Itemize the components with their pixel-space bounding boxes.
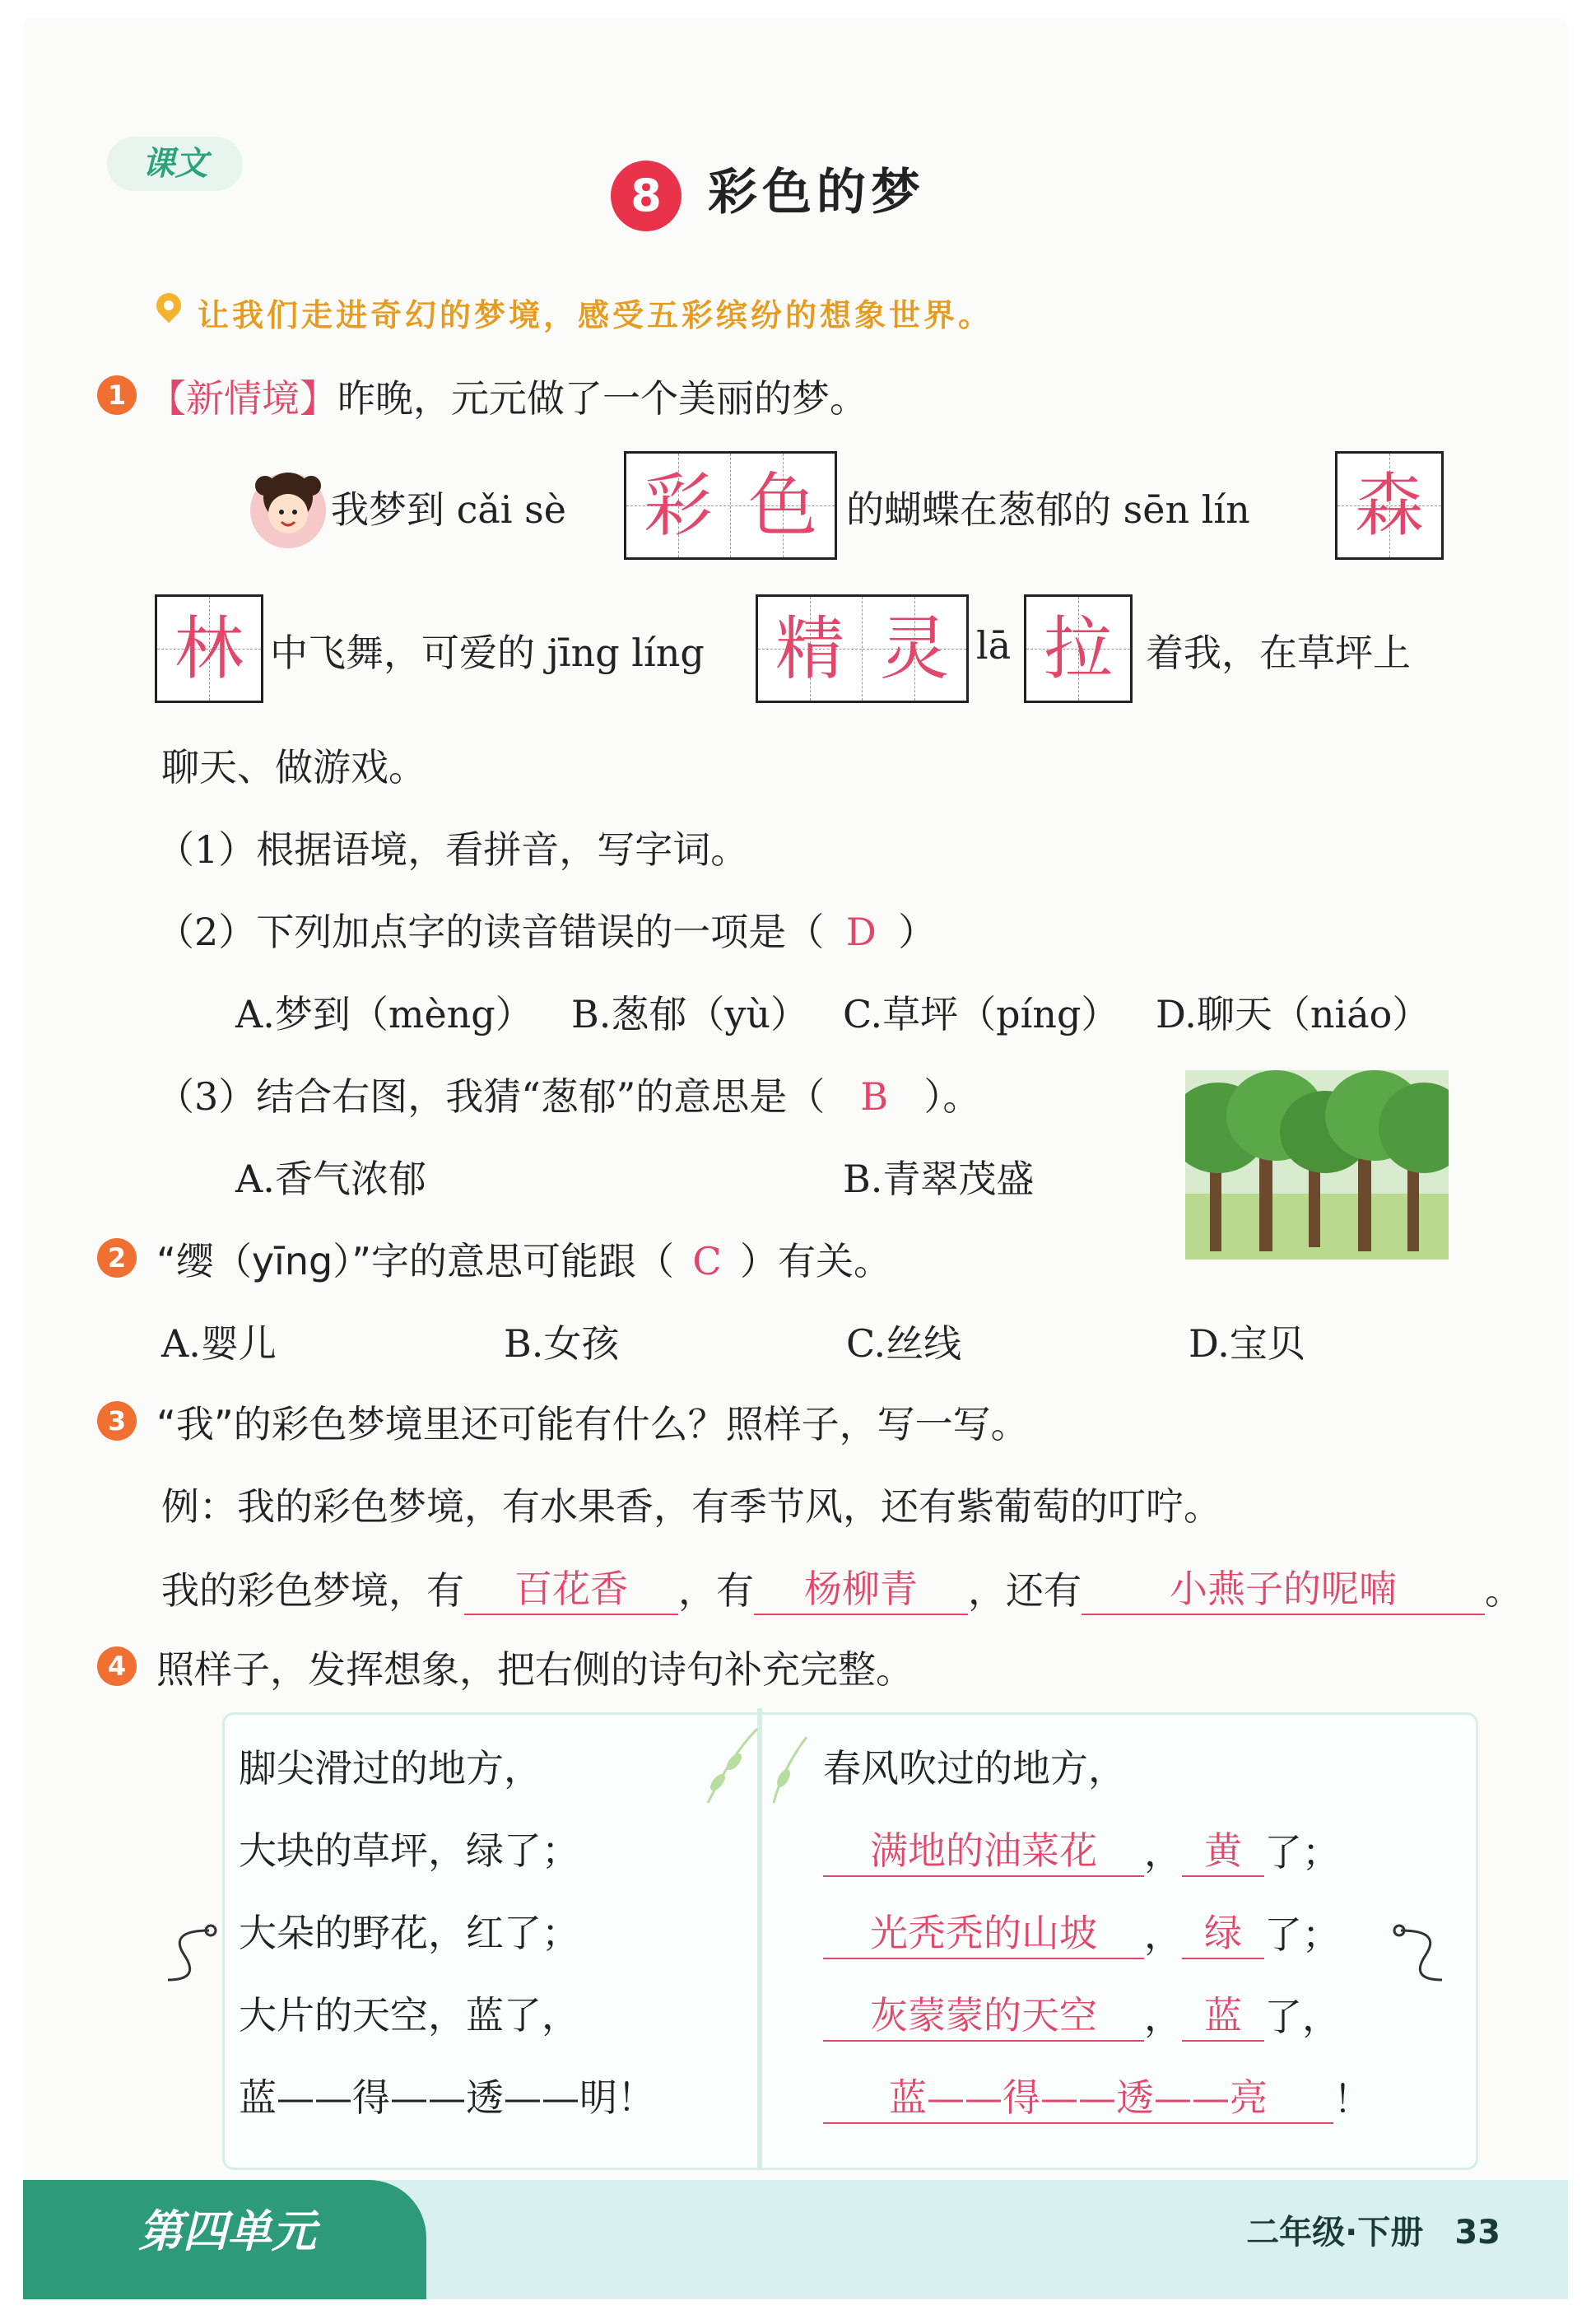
poem-right-row-2 bbox=[823, 1903, 1340, 1959]
fill-middle-1: ，有 bbox=[678, 1568, 754, 1613]
question-2-answer: C bbox=[692, 1239, 722, 1283]
sub-question-3-option-a: A.香气浓郁 bbox=[235, 1157, 426, 1201]
sub-question-3 bbox=[156, 1067, 980, 1121]
passage-part-a: 我梦到 cǎi sè bbox=[331, 487, 566, 532]
poem-right-row-4 bbox=[823, 2068, 1371, 2124]
poem-blank-b3: 蓝 bbox=[1182, 1986, 1264, 2042]
answer-char: 拉 bbox=[1043, 608, 1113, 689]
question-4-text: 照样子，发挥想象，把右侧的诗句补充完整。 bbox=[156, 1647, 914, 1692]
poem-end: 了； bbox=[1264, 1830, 1340, 1875]
sub-question-2 bbox=[156, 902, 936, 957]
unit-label: 第四单元 bbox=[23, 2180, 426, 2299]
sub-question-2-option-d: D.聊天（niáo） bbox=[1156, 992, 1431, 1036]
writing-grid-la bbox=[1024, 594, 1133, 703]
poem-blank-a3: 灰蒙蒙的天空 bbox=[823, 1986, 1144, 2042]
sub-question-1: （1）根据语境，看拼音，写字词。 bbox=[156, 827, 749, 872]
swirl-left-icon bbox=[160, 1914, 217, 1988]
lesson-title: 彩色的梦 bbox=[708, 164, 925, 221]
sub-question-3-answer: B bbox=[860, 1074, 889, 1119]
fill-blank-3: 小燕子的呢喃 bbox=[1082, 1559, 1485, 1615]
poem-left-line-5: 蓝——得——透——明！ bbox=[239, 2075, 655, 2120]
sub-question-2-close: ） bbox=[898, 910, 937, 954]
sub-question-2-option-b: B.葱郁（yù） bbox=[571, 992, 809, 1036]
poem-end: ！ bbox=[1333, 2077, 1371, 2121]
poem-end: 了； bbox=[1264, 1912, 1340, 1957]
answer-char: 森 bbox=[1354, 465, 1424, 546]
question-2-text: “缨（yīng）”字的意思可能跟（ bbox=[156, 1239, 675, 1283]
poem-right-row-3 bbox=[823, 1986, 1340, 2042]
answer-char: 精 bbox=[775, 608, 844, 689]
swirl-right-icon bbox=[1393, 1914, 1450, 1988]
question-1-lead bbox=[148, 369, 868, 423]
passage-part-c: 中飞舞，可爱的 jīng líng bbox=[270, 631, 705, 675]
poem-left-line-2: 大块的草坪，绿了； bbox=[239, 1828, 579, 1873]
question-1-number: 1 bbox=[97, 375, 137, 415]
sub-question-2-option-a: A.梦到（mèng） bbox=[235, 992, 533, 1036]
sub-question-2-answer: D bbox=[845, 910, 877, 954]
question-4-number: 4 bbox=[97, 1646, 137, 1686]
question-2-option-a: A.婴儿 bbox=[161, 1321, 277, 1366]
passage-part-f: 聊天、做游戏。 bbox=[161, 745, 426, 789]
girl-avatar-icon bbox=[245, 469, 331, 552]
question-2-option-d: D.宝贝 bbox=[1189, 1321, 1305, 1366]
question-2 bbox=[156, 1232, 891, 1286]
poem-left-line-4: 大片的天空，蓝了， bbox=[239, 1993, 579, 2038]
sub-question-3-option-b: B.青翠茂盛 bbox=[843, 1157, 1035, 1201]
footer-right bbox=[1246, 2206, 1500, 2253]
lesson-number-badge: 8 bbox=[611, 161, 682, 231]
poem-right-head: 春风吹过的地方， bbox=[823, 1746, 1126, 1791]
passage-part-b: 的蝴蝶在葱郁的 sēn lín bbox=[846, 487, 1250, 532]
answer-char: 色 bbox=[747, 465, 817, 546]
answer-char: 彩 bbox=[643, 465, 713, 546]
fill-end: 。 bbox=[1485, 1568, 1523, 1613]
question-3-fill bbox=[161, 1559, 1523, 1615]
answer-char: 林 bbox=[174, 608, 244, 689]
writing-grid-sen bbox=[1335, 451, 1444, 560]
question-1-text: 昨晚，元元做了一个美丽的梦。 bbox=[337, 376, 868, 421]
poem-blank-last: 蓝——得——透——亮 bbox=[823, 2068, 1333, 2124]
question-2-option-b: B.女孩 bbox=[504, 1321, 620, 1366]
poem-blank-b1: 黄 bbox=[1182, 1821, 1264, 1877]
question-3-number: 3 bbox=[97, 1401, 137, 1441]
page-number: 33 bbox=[1454, 2214, 1500, 2252]
fill-blank-1: 百花香 bbox=[464, 1559, 678, 1615]
passage-part-d: lā bbox=[976, 623, 1012, 668]
poem-end: 了， bbox=[1264, 1995, 1340, 2039]
grade-label: 二年级·下册 bbox=[1246, 2214, 1424, 2252]
poem-left-line-3: 大朵的野花，红了； bbox=[239, 1911, 579, 1955]
answer-char: 灵 bbox=[879, 608, 949, 689]
sub-question-2-text: （2）下列加点字的读音错误的一项是（ bbox=[156, 910, 825, 954]
poem-sep: ， bbox=[1144, 1995, 1182, 2039]
question-2-close: ）有关。 bbox=[740, 1239, 892, 1283]
poem-right-row-1 bbox=[823, 1821, 1340, 1877]
poem-blank-b2: 绿 bbox=[1182, 1903, 1264, 1959]
poem-sep: ， bbox=[1144, 1830, 1182, 1875]
question-3-example: 例：我的彩色梦境，有水果香，有季节风，还有紫葡萄的叮咛。 bbox=[161, 1484, 1221, 1529]
fill-middle-2: ，还有 bbox=[968, 1568, 1082, 1613]
new-context-label: 【新情境】 bbox=[148, 376, 337, 421]
poem-left-line-1: 脚尖滑过的地方， bbox=[239, 1746, 542, 1791]
question-2-option-c: C.丝线 bbox=[846, 1321, 962, 1366]
fill-blank-2: 杨柳青 bbox=[754, 1559, 968, 1615]
poem-blank-a1: 满地的油菜花 bbox=[823, 1821, 1144, 1877]
intro-text: 让我们走进奇幻的梦境，感受五彩缤纷的想象世界。 bbox=[198, 297, 993, 333]
passage-part-e: 着我，在草坪上 bbox=[1146, 631, 1411, 675]
writing-grid-lin bbox=[155, 594, 263, 703]
question-2-number: 2 bbox=[97, 1238, 137, 1278]
sub-question-3-text: （3）结合右图，我猜“葱郁”的意思是（ bbox=[156, 1074, 826, 1119]
lesson-tag: 课文 bbox=[107, 137, 243, 191]
writing-grid-jingling bbox=[756, 594, 969, 703]
question-3-text: “我”的彩色梦境里还可能有什么？照样子，写一写。 bbox=[156, 1402, 1029, 1446]
writing-grid-caise bbox=[624, 451, 837, 560]
fill-prefix: 我的彩色梦境，有 bbox=[161, 1568, 464, 1613]
leaf-decoration-icon bbox=[683, 1721, 823, 1811]
forest-illustration bbox=[1185, 1070, 1449, 1260]
poem-blank-a2: 光秃秃的山坡 bbox=[823, 1903, 1144, 1959]
poem-sep: ， bbox=[1144, 1912, 1182, 1957]
sub-question-3-close: ）。 bbox=[923, 1074, 981, 1119]
sub-question-2-option-c: C.草坪（píng） bbox=[843, 992, 1119, 1036]
